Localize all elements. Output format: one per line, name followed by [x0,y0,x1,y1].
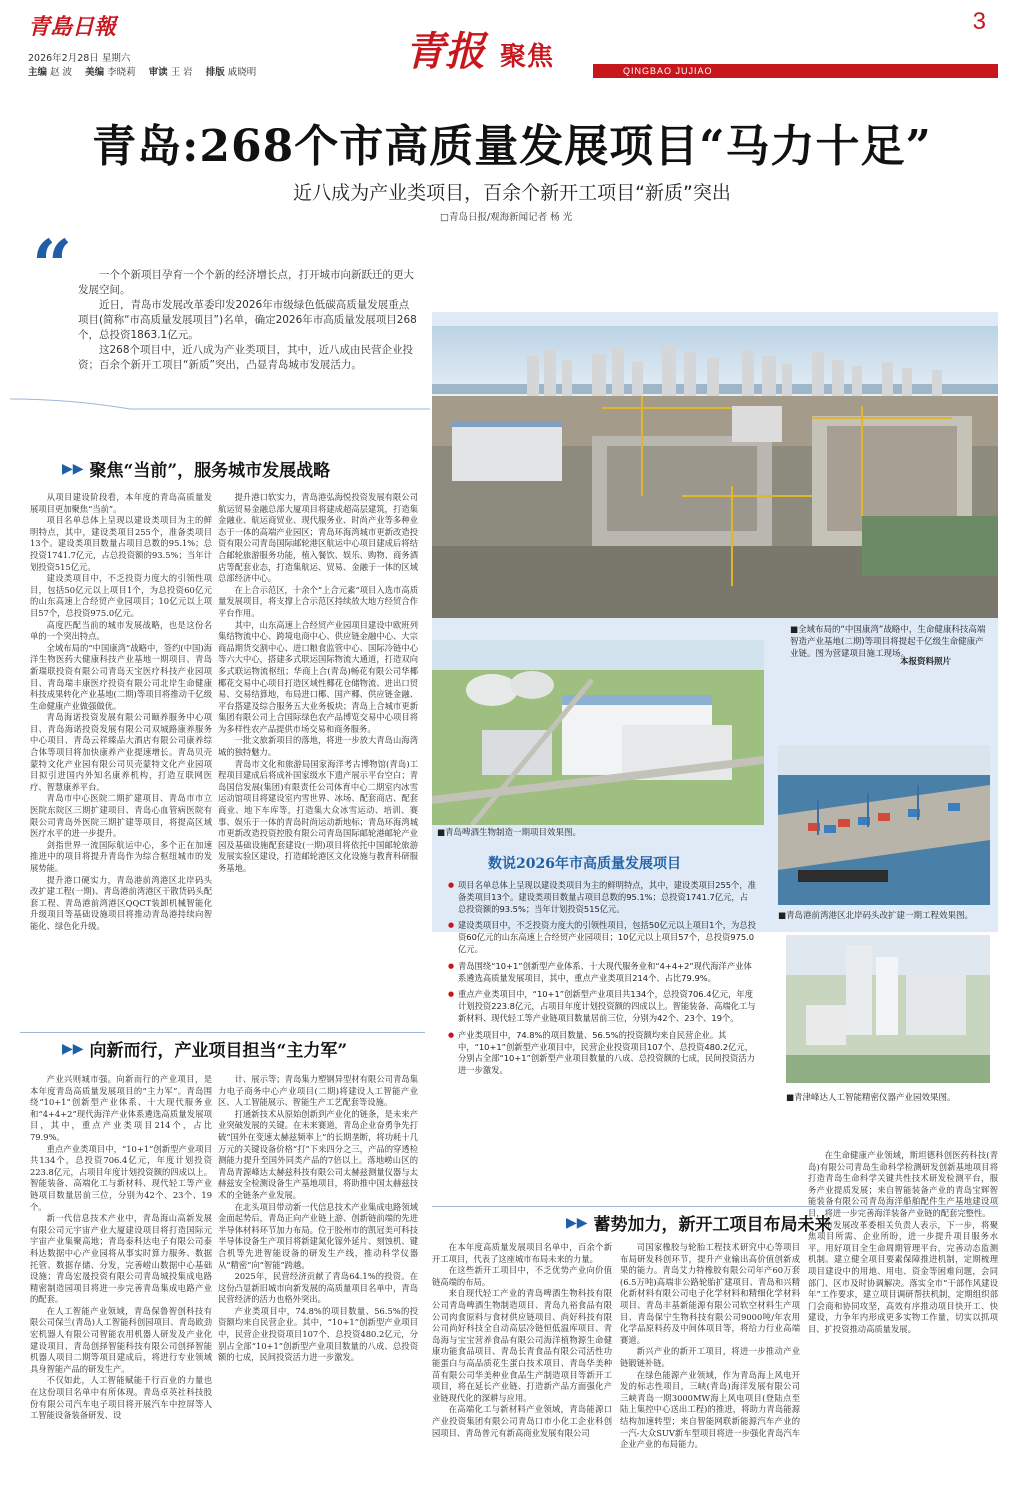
port-render [778,745,990,905]
editor-credits: 主编 赵 波 美编 李晓莉 审读 王 岩 排版 戚晓明 [28,67,257,78]
photo3-caption: ■青岛港前湾港区北岸码头改扩建一期工程效果图。 [778,911,974,921]
lead-p1: 一个个新项目孕育一个个新的经济增长点，打开城市向新跃迁的更大发展空间。 [78,269,414,296]
photo1-credit: 本报资料照片 [900,657,952,667]
section3-title: ▶▶ 蓄势加力，新开工项目布局未来 [566,1214,832,1235]
arrow-icon: ▶▶ [566,1214,588,1231]
stats-box-list [448,880,756,1082]
arrow-icon: ▶▶ [62,460,84,477]
headline: 青岛:268个市高质量发展项目“马力十足” [92,121,932,172]
stats-item: ● 青岛围绕“10+1”创新型产业体系、十大现代服务业和“4+4+2”现代海洋产业体系遴选高质量发展项目，其中，重点产业类项目214个、占比79.9%。 [448,961,756,985]
section-name: 聚焦 [500,42,555,72]
photo2-caption: ■青岛啤酒生物制造一期项目效果图。 [437,828,582,838]
stats-item: ● 项目名单总体上呈现以建设类项目为主的鲜明特点，其中，建设类项目255个，准备类项目13个。建设类项目数量占项目总数的95.1%；总投资1741.7亿元，占总投资额的93.5%；当年计划投资515亿元。 [448,880,756,915]
stats-item: ● 建设类项目中，不乏投资力度大的引领性项目，包括50亿元以上项目1个，为总投资60亿元的山东高速上合经贸产业园项目；10亿元以上项目57个，总投资975.0亿元。 [448,920,756,955]
section2-rule [20,1032,425,1033]
stats-box-title: 数说2026年市高质量发展项目 [488,856,681,872]
subheadline: 近八成为产业类项目，百余个新开工项目“新质”突出 [293,182,731,204]
stats-item: ● 产业类项目中，74.8%的项目数量、56.5%的投资额均来自民营企业。其中，“10+1”创新型产业项目中，民营企业投资项目107个、总投资480.2亿元，分别占全部“10+1”创新型产业项目数量的八成、总投资额的七成，民间投资活力进一步激发。 [448,1030,756,1077]
section-logo: 青报 [405,28,485,75]
quote-mark-icon: “ [32,224,73,307]
section1-column2: 提升港口软实力，青岛港弘海悦投资发展有限公司航运贸易金融总部大厦项目将建成超高层建筑，打造集金融业、航运商贸业、现代服务业、时尚产业等多种业态于一体的高端产业园区；青岛环海湾城市更新改造投资有限公司青岛国际邮轮港区航运中心项目建成后将结合邮轮旅游服务功能，植入餐饮、娱乐、购物、商务酒店等配套业态，打造集航运、贸易、金融于一体的区域总部经济中心。 在上合示范区，十余个“上合元素”项目入选市高质量发展项目，将支撑上合示范区持续放大地方经贸合作平台作用。 其中，山东高速上合经贸产业园项目建设中欧班列集结物流中心、跨境电商中心、供应链金融中心、大宗商品期货交割中心、进口粮食监管中心、国际冷链中心等六大中心，搭建多式联运国际物流大通道，打造双向多式联运物流枢纽；华商上合(青岛)畅花有限公司华椰椰花交易中心项目打造区域性椰花仓储物流、进出口贸易、交易结算地，布局进口椰、国产椰、供应链金融、平台搭建及综合服务五大业务板块；青岛上合城市更新集团有限公司上合国际绿色农产品博览交易中心项目将为多样性农产品提供市场交易和商务服务。 一批文旅新项目的落地，将进一步放大青岛山海湾城的独特魅力。 青岛市文化和旅游局国家海洋考古博物馆(青岛)工程项目建成后将成补国家级水下遗产展示平台空白；青岛国信发展(集团)有限责任公司体育中心二期室内冰雪运动馆项目将建设室内雪世界、冰场、配套商店、配套商业、地下车库等，打造集大众冰雪运动、培训、赛事、娱乐于一体的青岛时尚运动新地标；青岛环海湾城市更新改造投资控股有限公司青岛国际邮轮港邮轮产业园及基础设施配套建设(一期)项目将依托中国邮轮旅游发展实验区建设，打造邮轮港区文化设施与教育科研服务基地。 [218,492,418,873]
section3-column1: 在本年度高质量发展项目名单中，百余个新开工项目，代表了这座城市布局未来的力量。 在这些新开工项目中，不乏优势产业向价值链高端的布局。 来自现代轻工产业的青岛啤酒生物科技有限公司青岛啤酒生物制造项目、青岛九裕食品有限公司肉食原料与食材供应链项目、尚好科技有限公司尚好科技全自动高层冷链恒低温库项目、青岛海与宝宝营养食品有限公司海洋植物源生命健康功能食品项目、青岛长青食品有限公司活性功能蛋白与高品质花生蛋白技术项目、青岛华美种苗有限公司华美种业食品生产制造项目等新开工项目，将在延长产业链、打造新产品方面强化产业链现代化的深耕与应用。 在高端化工与新材料产业领域，青岛能源口产业投资集团有限公司青岛口市小化工企业科创园项目、青岛普元有新高商业发展有限公司 [432,1242,612,1438]
lead-paragraphs [78,268,418,373]
lead-p2: 近日，青岛市发展改革委印发2026年市级绿色低碳高质量发展重点项目(简称“市高质量发展项目”)名单，确定2026年市高质量发展项目268个，总投资1863.1亿元。 [78,299,417,341]
paper-logo: 青島日報 [28,14,117,40]
lead-p3: 这268个项目中，近八成为产业类项目，其中，近八成由民营企业投资；百余个新开工项目“新质”突出，凸显青岛城市发展活力。 [78,344,414,371]
section3-column2: 司国家橡胶与轮胎工程技术研究中心等项目布局研发科创环节，提升产业输出高价值创新成果的能力。青岛艾力特橡胶有限公司年产60万套(6.5万吨)高端非公路轮胎扩建项目、青岛和兴精化新材料有限公司电子化学材料和精细化学材料项目、青岛丰基新能源有限公司软空材料生产项目、青岛保宁生物科技有限公司9000吨/年农用化学品原料药及中间体项目等，将给力行业高端赛道。 新兴产业的新开工项目，将进一步推动产业链锻链补链。 在绿色能源产业领域，作为青岛海上风电开发的标志性项目，三峡(青岛)海洋发展有限公司三峡青岛一期3000MW海上风电项目(登陆点至陆上集控中心送出工程)的推进，将助力青岛能源结构加速转型；来自智能网联新能源汽车产业的一汽-大众SUV新车型项目将进一步强化青岛汽车企业产业的布局能力。 [620,1242,800,1450]
section-pinyin-bar: QINGBAO JUJIAO [593,64,998,78]
section1-column1: 从项目建设阶段看，本年度的青岛高质量发展项目更加聚焦“当前”。 项目名单总体上呈现以建设类项目为主的鲜明特点，其中，建设类项目255个，准备类项目13个。建设类项目数量占项目总数的95.1%；总投资1741.7亿元，占总投资额的93.5%；当年计划投资515亿元。 建设类项目中，不乏投资力度大的引领性项目，包括50亿元以上项目1个，为总投资60亿元的山东高速上合经贸产业园项目；10亿元以上项目57个，总投资975.0亿元。 高度匹配当前的城市发展战略，也是这份名单的一个突出特点。 全域布局的“中国康湾”战略中，签约(中国)海洋生物医药大健康科技产业基地一期项目、青岛新瑞联投资有限公司青岛天宝医疗科技产业园项目、青岛瑞丰康医疗投资有限公司北岸生命健康科技成果转化产业基地(二期)等项目将推动千亿级生命健康产业做强做优。 青岛海诺投资发展有限公司颐养服务中心项目、青岛海诺投资发展有限公司双城路康养服务中心项目、青岛云祥臻品大酒店有限公司康养综合体等项目将加快康养产业提速增长。青岛贝壳蒙特文化产业园有限公司贝壳蒙特文化产业园项目拟引进国内外知名康养机构，打造互联网医疗、智慧康养平台。 青岛市中心医院二期扩建项目、青岛市市立医院东院区三期扩建项目、青岛心血管病医院有限公司青岛外医院三期扩建等项目，将提高区域医疗水平的进一步提升。 剑指世界一流国际航运中心，多个正在加速推进中的项目将提升青岛作为综合枢纽城市的发展势能。 提升港口硬实力，青岛港前湾港区北岸码头改扩建工程(一期)、青岛港前湾港区干散货码头配套工程、青岛港前湾港区QQCT装卸机械智能化升级项目等基础设施项目将推动青岛港持续向智能化、绿色化升级。 [30,492,212,931]
issue-date: 2026年2月28日 星期六 [28,53,131,64]
masthead-meta [28,52,266,80]
photo4-caption: ■青津峰达人工智能精密仪器产业园效果图。 [786,1093,956,1103]
page-number: 3 [972,8,986,35]
ai-park-render [786,935,990,1083]
section2-column2: 计、展示等；青岛集力塑钢异型材有限公司青岛集力电子商务中心产业项目(二期)将建设人工智能产业区、人工智能展示、智能生产工艺配套等设施。 打通新技术从原始创新到产业化的链条，是未来产业突破发展的关键。在未来赛道，青岛企业奋勇争先打破“国外在变速太赫兹频率上”的长期垄断，将功耗十几万元的关键设备价格“打”下来四分之三，产品的穿透检测能力提升至国外同类产品的7倍以上。落地崂山区的青岛青源峰达太赫兹科技有限公司太赫兹测量仪器与太赫兹安全检测设备生产基地项目，将助推中国太赫兹技术的全链条产业发展。 在北头项目带动新一代信息技术产业集成电路领域金面起势后，青岛正向产业链上游、创新链前端的先进半导体材料环节加力布局。位于胶州市的凯冠美可科技半导体设备生产项目将新建氮化镓外延片、刻蚀机、键合机等先进智能设备的研发生产线，推动科学仪器从“精密”向“智能”跨越。 2025年，民营经济贡献了青岛64.1%的投资。在这份凸显新旧城市向新发展的高质量项目名单中，青岛民营经济的活力也格外突出。 产业类项目中，74.8%的项目数量、56.5%的投资额均来自民营企业。其中，“10+1”创新型产业项目中，民营企业投资项目107个、总投资480.2亿元，分别占全部“10+1”创新型产业项目数量的八成、总投资额的七成，民间投资活力进一步激发。 [218,1074,418,1363]
section2-title: ▶▶ 向新而行，产业项目担当“主力军” [62,1040,348,1061]
photo1-caption: ■全域布局的“中国康湾”战略中，生命健康科技高端智造产业基地(二期)等项目将提起千亿级生命健康产业链。图为营建项目施工现场。 [790,625,986,659]
section2-column1: 产业兴则城市强。向新而行的产业项目，是本年度青岛高质量发展项目的“主力军”。青岛围绕“10+1”创新型产业体系、十大现代服务业和“4+4+2”现代海洋产业体系遴选高质量发展项目，其中，重点产业类项目214个，占比79.9%。 重点产业类项目中，“10+1”创新型产业项目共134个，总投资706.4亿元，年度计划投资223.8亿元，占项目年度计划投资额的四成以上。智能装备、高端化工与新材料、现代轻工等产业链项目数量居前三位，分别为42个、23个、19个。 新一代信息技术产业中，青岛海山高新发展有限公司元宇宙产业大厦建设项目将打造国际元宇宙产业集聚高地；青岛泰科达电子有限公司泰科达数据中心产业园将从事实时算力服务、数据托管、数据存储、分发，完善崂山数据中心基础设施；青岛宏晟投资有限公司青岛城投集成电路精密制造园项目将进一步完善青岛集成电路产业的配套。 在人工智能产业领域，青岛保鲁智创科技有限公司保兰(青岛)人工智能科创园项目、青岛欧劲宏机器人有限公司智能农用机器人研发及产业化建设项目、青岛创择智能科技有限公司创择智能机器人项目二期等项目建成后，将进行专业领域具身智能产品的研发生产。 不仅如此，人工智能赋能千行百业的力量也在这份项目名单中有所体现。青岛卓英社科技股份有限公司汽车电子项目将开展汽车中控屏等人工智能设备装备研发、设 [30,1074,212,1421]
section3-column3: 在生命健康产业领域，斯坦德科创医药科技(青岛)有限公司青岛生命科学检测研发创新基地项目将打造青岛生命科学关键共性技术研发检测平台，服务产业提质发展；来自智能装备产业的青岛宝辉智能装备有限公司青岛海洋船舶配件生产基地建设项目，将进一步完善海洋装备产业链的配套完整性。 市发展改革委相关负责人表示，下一步，将聚焦项目所需、企业所盼，进一步提升项目服务水平。用好项目全生命周期管理平台，完善动态监测机制。建立健全项目要素保障推进机制，定期梳理项目建设中的用地、用电、资金等困难问题，会同部门、区市及时协调解决。落实全市“干部作风建设年”工作要求，建立项目调研帮扶机制，定期组织部门会商和协同攻坚，高效有序推动项目快开工、快建设，力争年内形成更多实物工作量，切实以抓项目、扩投资推动高质量发展。 [808,1150,998,1334]
section1-title: ▶▶ 聚焦“当前”，服务城市发展战略 [62,460,331,481]
decorative-curve [10,395,430,417]
brewery-render [432,640,764,825]
arrow-icon: ▶▶ [62,1040,84,1057]
construction-photo [432,326,998,618]
stats-item: ● 重点产业类项目中，“10+1”创新型产业项目共134个，总投资706.4亿元，年度计划投资223.8亿元，占项目年度计划投资额的四成以上。智能装备、高端化工与新材料、现代轻工等产业链项目数量居前三位，分别为42个、23个、19个。 [448,989,756,1024]
byline: □青岛日报/观海新闻记者 杨 光 [440,212,573,223]
